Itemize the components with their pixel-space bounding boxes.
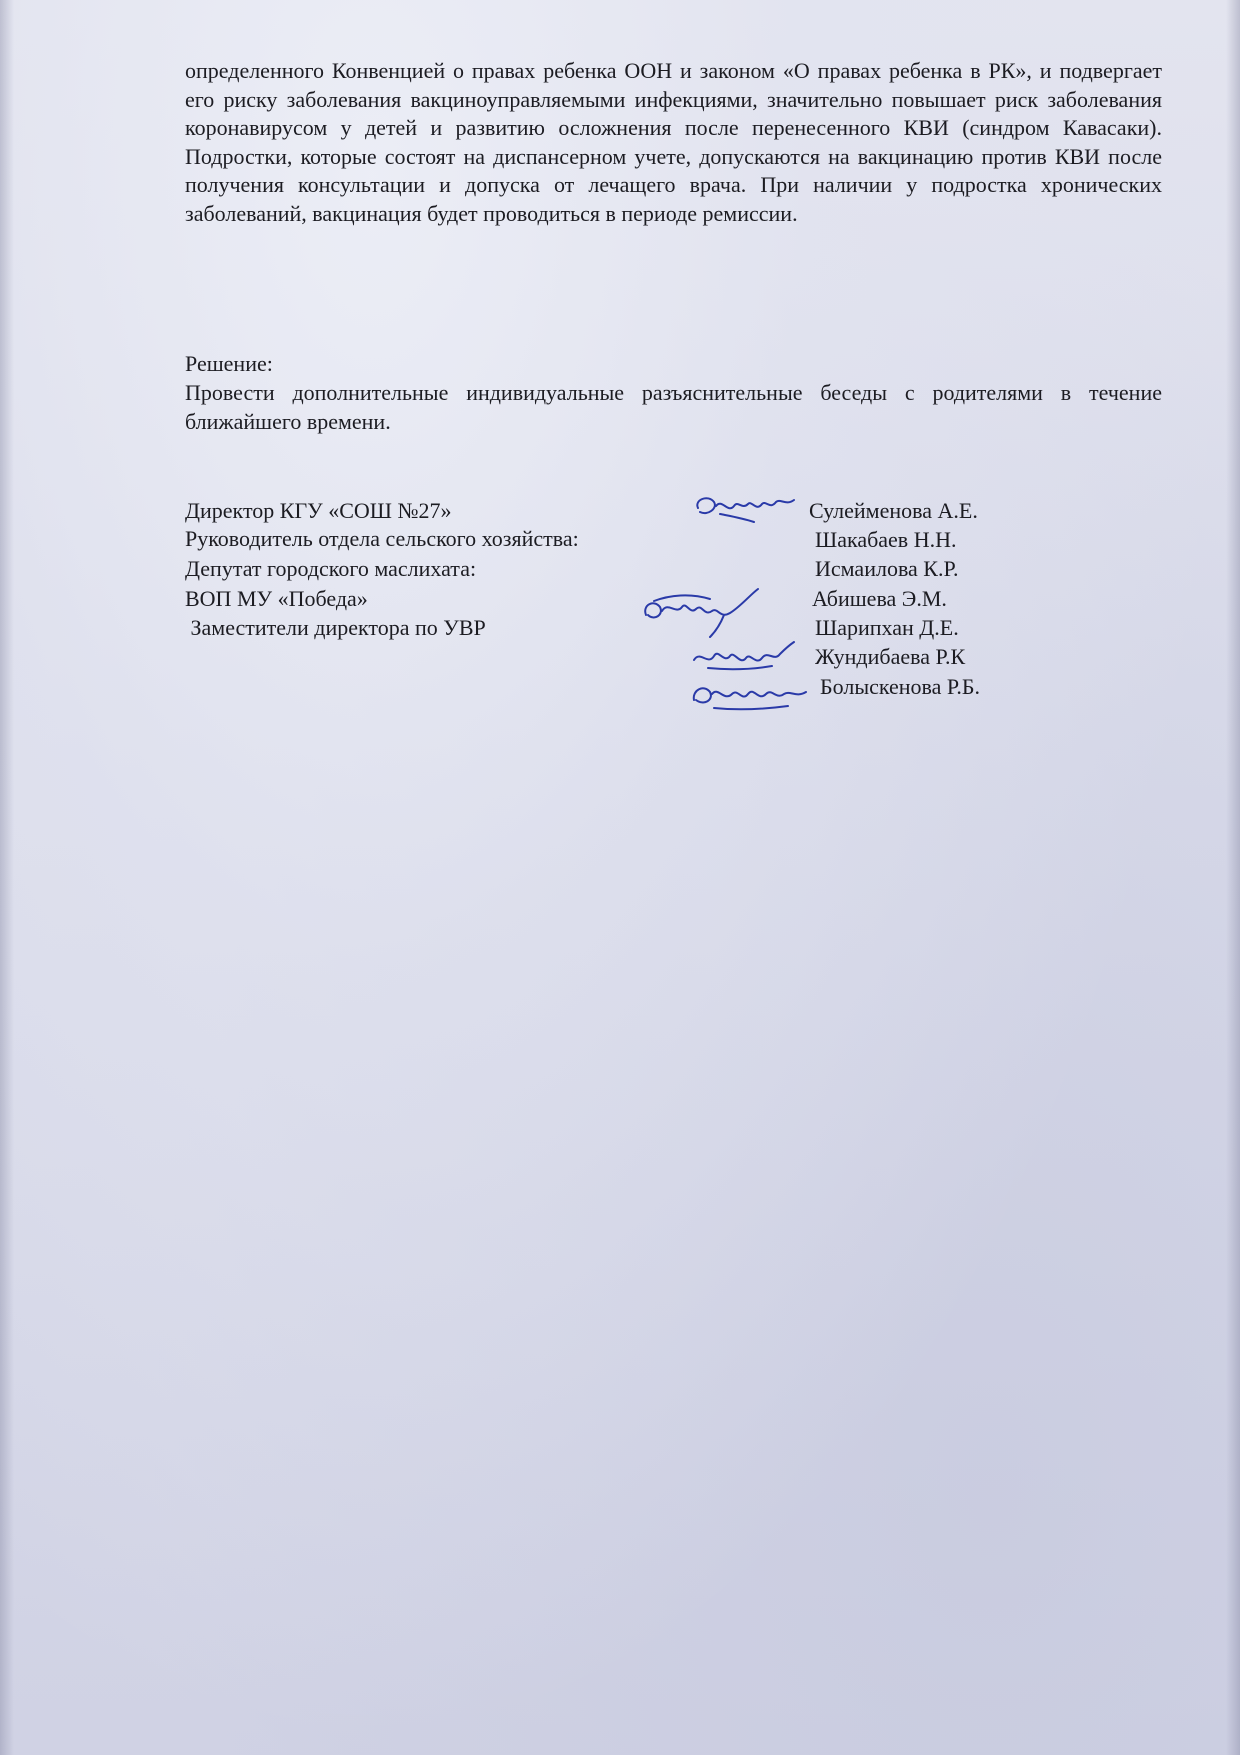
director-signature (690, 488, 800, 538)
decision-text: Провести дополнительные индивидуальные разъяснительные беседы с родителями в течение ближайшего времени. (185, 380, 1162, 434)
deputy-signature-2 (688, 636, 798, 676)
deputy-signature-3 (688, 672, 813, 717)
signatory-name-suleimenova: Сулейменова А.Е. (809, 498, 978, 523)
signatory-name-zhundibaeva: Жундибаева Р.К (815, 644, 966, 669)
signatory-name-abisheva: Абишева Э.М. (812, 586, 947, 611)
signatory-role-deputy: Депутат городского маслихата: (185, 556, 477, 581)
signatory-role-deputy-directors: Заместители директора по УВР (185, 615, 486, 640)
deputy-signature-1 (640, 585, 770, 640)
signatory-name-shakabaev: Шакабаев Н.Н. (815, 527, 957, 552)
signatory-name-ismailova: Исмаилова К.Р. (815, 556, 959, 581)
signatory-role-agriculture-head: Руководитель отдела сельского хозяйства: (185, 526, 579, 551)
signatory-name-bolyskenova: Болыскенова Р.Б. (820, 674, 981, 699)
page-edge-shadow-right (1226, 0, 1240, 1755)
signatory-name-sharipkhan: Шарипхан Д.Е. (815, 615, 959, 640)
signatory-role-vop: ВОП МУ «Победа» (185, 586, 368, 611)
signatory-role-director: Директор КГУ «СОШ №27» (185, 498, 452, 523)
page-edge-shadow-left (0, 0, 14, 1755)
body-paragraph: определенного Конвенцией о правах ребенка ООН и законом «О правах ребенка в РК», и подвергает его риску заболевания вакциноуправляемыми инфекциями, значительно повышает риск заболевания коронавирусом у детей и развитию осложнения после перенесенного КВИ (синдром Кавасаки). Подростки, которые состоят на диспансерном учете, допускаются на вакцинацию против КВИ после получения консультации и допуска от лечащего врача. При наличии у подростка хронических заболеваний, вакцинация будет проводиться в периоде ремиссии. (185, 58, 1162, 226)
decision-label: Решение: (185, 351, 273, 376)
